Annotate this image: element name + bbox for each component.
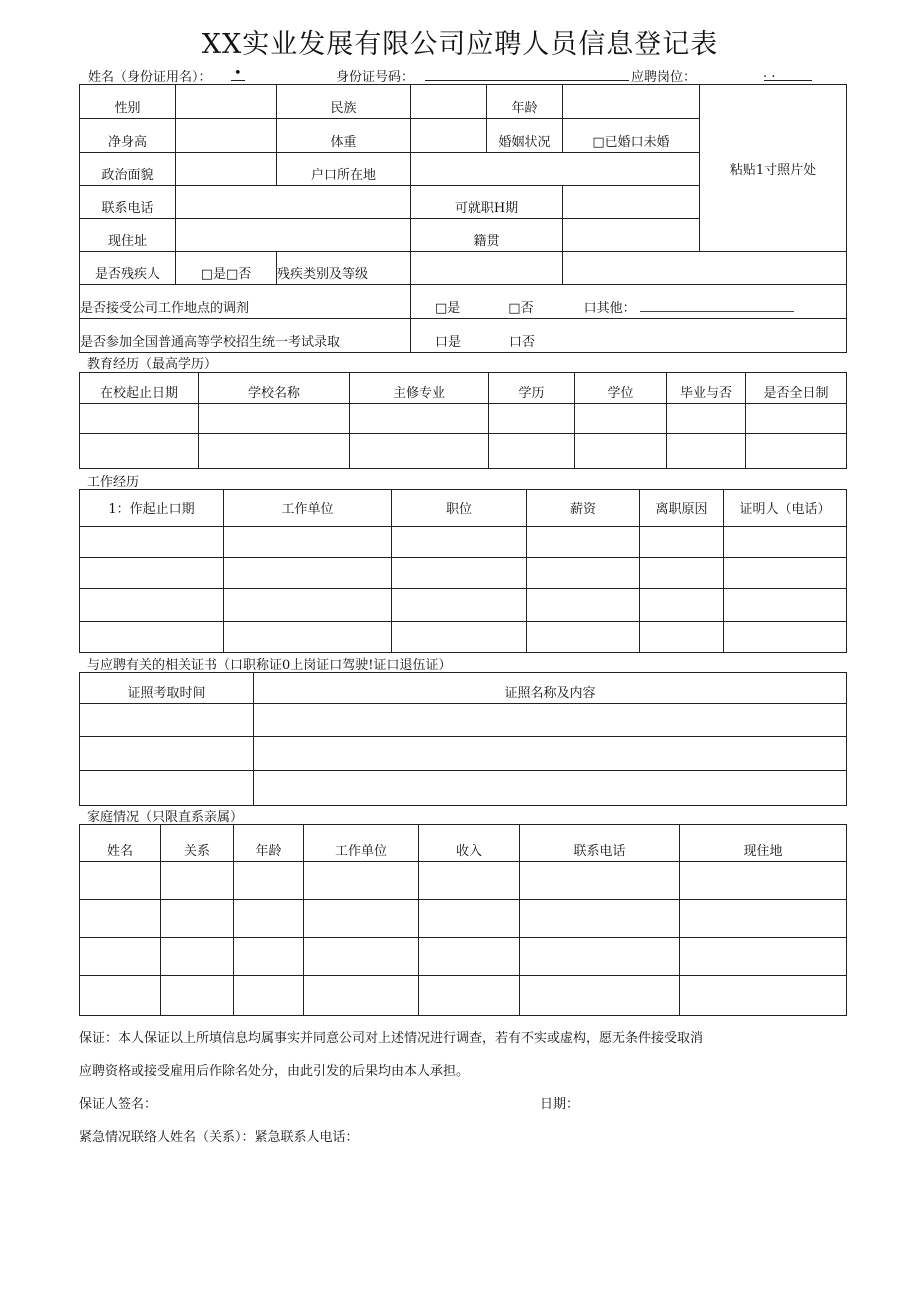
age-input[interactable] [563, 85, 700, 119]
family-header-company: 工作单位 [304, 825, 419, 862]
hukou-input[interactable] [411, 153, 700, 186]
id-input-line[interactable] [425, 68, 629, 81]
name-label: 姓名（身份证用名）： [88, 70, 212, 85]
education-section-title: 教育经历（最高学历） [87, 357, 218, 372]
family-header-residence: 现住地 [680, 825, 847, 862]
gaokao-no[interactable]: 口否 [509, 335, 536, 350]
position-label: 应聘岗位： [631, 70, 697, 85]
edu-header-degree: 学位 [575, 373, 667, 404]
certificates-table [79, 672, 847, 806]
name-underline [231, 68, 245, 81]
native-place-input[interactable] [563, 219, 700, 252]
header-line [88, 66, 828, 84]
family-header-age: 年龄 [234, 825, 304, 862]
signature-label: 保证人签名： [79, 1097, 158, 1112]
phone-label: 联系电话 [80, 186, 176, 219]
age-label: 年龄 [511, 101, 538, 116]
work-section-title: 工作经历 [87, 475, 140, 490]
table-row[interactable] [80, 404, 847, 434]
table-row[interactable] [80, 704, 847, 737]
family-header-relation: 关系 [161, 825, 234, 862]
marital-options[interactable]: □已婚口未婚 [563, 119, 700, 153]
table-row[interactable] [80, 558, 847, 589]
work-header-dates: 1：作起止口期 [80, 490, 224, 527]
work-table [79, 489, 847, 653]
gaokao-options[interactable] [411, 319, 847, 353]
ethnicity-label: 民族 [277, 85, 411, 119]
table-row[interactable] [80, 771, 847, 806]
family-header-name: 姓名 [80, 825, 161, 862]
political-input[interactable] [176, 153, 277, 186]
table-row[interactable] [80, 737, 847, 771]
edu-header-school: 学校名称 [199, 373, 350, 404]
gender-input[interactable] [176, 85, 277, 119]
weight-input[interactable] [411, 119, 563, 153]
ethnicity-input[interactable] [411, 85, 563, 119]
edu-header-major: 主修专业 [350, 373, 489, 404]
family-header-phone: 联系电话 [520, 825, 680, 862]
edu-header-fulltime: 是否全日制 [746, 373, 847, 404]
native-place-label: 籍贯 [411, 219, 563, 252]
disability-type-input[interactable] [411, 252, 563, 285]
edu-header-graduated: 毕业与否 [667, 373, 746, 404]
certificates-section-title: 与应聘有关的相关证书（口职称证0上岗证口驾驶!证口退伍证） [87, 658, 452, 673]
family-table [79, 824, 847, 1016]
political-label: 政治面貌 [80, 153, 176, 186]
position-underline [764, 68, 812, 81]
height-input[interactable] [176, 119, 277, 153]
table-row[interactable] [80, 434, 847, 469]
cert-header-content: 证照名称及内容 [254, 673, 847, 704]
weight-label: 体重 [277, 119, 411, 153]
form-title: XX实业发展有限公司应聘人员信息登记表 [201, 29, 719, 60]
available-date-label: 可就职H期 [411, 186, 563, 219]
table-row[interactable] [80, 622, 847, 653]
relocation-other-line[interactable] [640, 311, 794, 312]
family-section-title: 家庭情况（只限直系亲属） [87, 810, 244, 825]
disabled-label: 是否残疾人 [80, 252, 176, 285]
work-header-salary: 薪资 [527, 490, 640, 527]
available-date-input[interactable] [563, 186, 700, 219]
hukou-label: 户口所在地 [277, 153, 411, 186]
work-header-position: 职位 [392, 490, 527, 527]
photo-box[interactable]: 粘贴1寸照片处 [700, 85, 847, 252]
table-row[interactable] [80, 862, 847, 900]
table-row[interactable] [80, 976, 847, 1016]
cert-header-time: 证照考取时间 [80, 673, 254, 704]
work-header-company: 工作单位 [224, 490, 392, 527]
guarantee-line-2: 应聘资格或接受雇用后作除名处分，由此引发的后果均由本人承担。 [79, 1064, 470, 1079]
disability-type-label: 残疾类别及等级 [277, 252, 411, 285]
disability-type-extra[interactable] [563, 252, 847, 285]
id-label: 身份证号码： [336, 70, 415, 85]
height-label: 净身高 [80, 119, 176, 153]
relocation-label: 是否接受公司工作地点的调剂 [80, 285, 411, 319]
gaokao-label: 是否参加全国普通高等学校招生统一考试录取 [80, 319, 411, 353]
disabled-options[interactable]: □是□否 [176, 252, 277, 285]
edu-header-dates: 在校起止日期 [80, 373, 199, 404]
emergency-contact-label: 紧急情况联络人姓名（关系）：紧急联系人电话： [79, 1130, 359, 1145]
address-label: 现住址 [80, 219, 176, 252]
relocation-yes[interactable]: □是 [435, 301, 461, 316]
marital-label: 婚姻状况 [498, 135, 551, 150]
table-row[interactable] [80, 589, 847, 622]
position-value[interactable]: . . [763, 66, 776, 81]
phone-input[interactable] [176, 186, 411, 219]
name-value[interactable]: • [234, 66, 242, 81]
date-label: 日期： [540, 1097, 580, 1112]
education-table [79, 372, 847, 469]
table-row[interactable] [80, 900, 847, 938]
address-input[interactable] [176, 219, 411, 252]
basic-info-table [79, 84, 847, 353]
gaokao-yes[interactable]: 口是 [435, 335, 462, 350]
table-row[interactable] [80, 938, 847, 976]
gender-label: 性别 [80, 85, 176, 119]
family-header-income: 收入 [419, 825, 520, 862]
work-header-reference: 证明人（电话） [724, 490, 847, 527]
relocation-no[interactable]: □否 [508, 301, 534, 316]
relocation-other[interactable]: 口其他： [583, 301, 636, 316]
edu-header-degree-level: 学历 [489, 373, 575, 404]
relocation-options[interactable] [411, 285, 847, 319]
table-row[interactable] [80, 527, 847, 558]
guarantee-line-1: 保证：本人保证以上所填信息均属事实并同意公司对上述情况进行调查，若有不实或虚构，愿无条件接受取消 [79, 1031, 704, 1046]
work-header-reason: 离职原因 [640, 490, 724, 527]
